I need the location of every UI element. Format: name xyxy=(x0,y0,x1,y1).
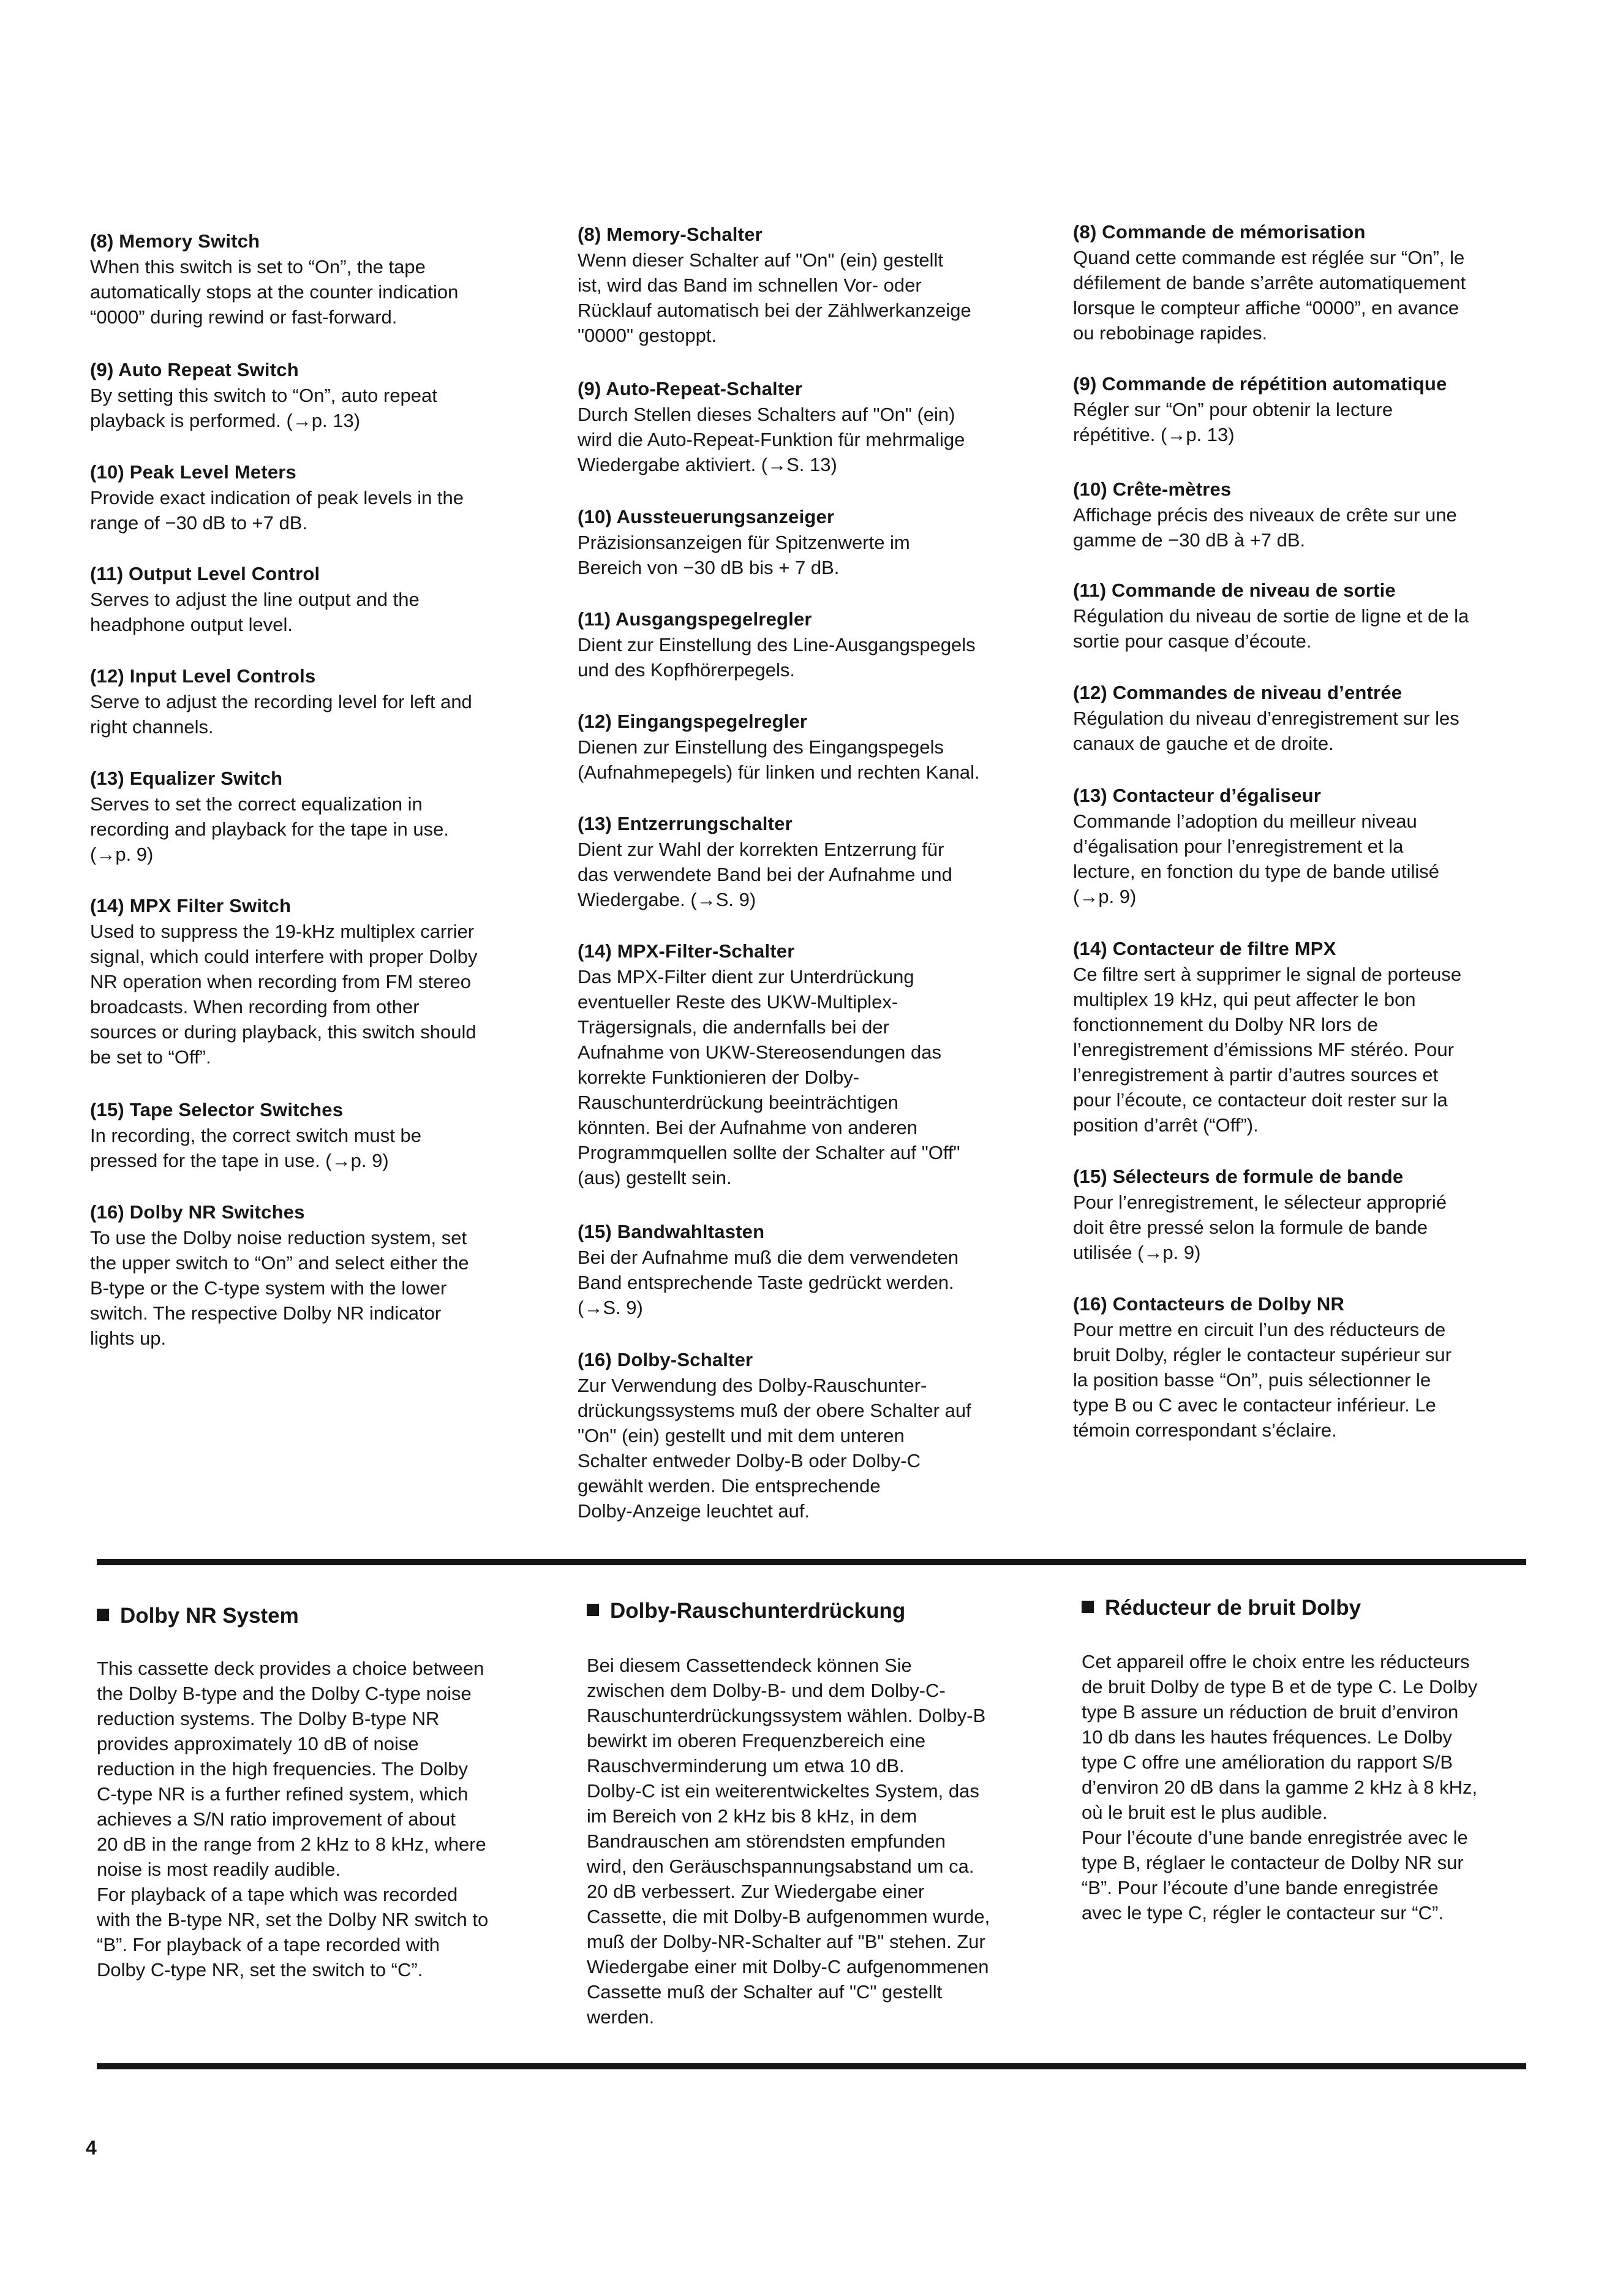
fr-item-title: (9) Commande de répétition automatique xyxy=(1073,373,1447,395)
fr-item-text: Commande l’adoption du meilleur niveau d’égalisation pour l’enregistrement et la lecture, en fonction du type de bande utilisé (→p. 9) xyxy=(1073,810,1440,907)
page-number: 4 xyxy=(86,2137,97,2159)
en-item-15 xyxy=(90,1097,543,1173)
en-dolby-heading xyxy=(97,1603,299,1629)
section-rule-bottom xyxy=(97,2063,1526,2069)
fr-item-10 xyxy=(1073,477,1538,553)
en-item-14 xyxy=(90,893,543,1070)
square-bullet-icon xyxy=(1082,1601,1094,1613)
de-item-14 xyxy=(578,938,1031,1190)
fr-item-text: Ce filtre sert à supprimer le signal de porteuse multiplex 19 kHz, qui peut affecter le bon fonctionnement du Dolby NR lors de l’enregistrement d’émissions MF stéréo. Pour l’enregistrement à partir d’autres sources et pour l’écoute, ce contacteur doit rester sur la position d’arrêt (“Off”). xyxy=(1073,964,1462,1136)
fr-item-title: (11) Commande de niveau de sortie xyxy=(1073,580,1396,601)
square-bullet-icon xyxy=(587,1604,599,1616)
fr-item-8 xyxy=(1073,219,1538,346)
de-item-text: Durch Stellen dieses Schalters auf "On" (ein) wird die Auto-Repeat-Funktion für mehrmalige Wiedergabe aktiviert. (→S. 13) xyxy=(578,404,965,475)
de-item-title: (11) Ausgangspegelregler xyxy=(578,608,812,630)
de-dolby-heading-text: Dolby-Rauschunterdrückung xyxy=(610,1599,906,1623)
en-dolby-text: This cassette deck provides a choice between the Dolby B-type and the Dolby C-type noise reduction systems. The Dolby B-type NR provides approximately 10 dB of noise reduction in the high frequencies. The Dolby C-type NR is a further refined system, which achieves a S/N ratio improvement of about 20 dB in the range from 2 kHz to 8 kHz, where noise is most readily audible. For playback of a tape which was recorded with the B-type NR, set the Dolby NR switch to “B”. For playback of a tape recorded with Dolby C-type NR, set the switch to “C”. xyxy=(97,1658,489,1981)
de-item-text: Dient zur Einstellung des Line-Ausgangspegels und des Kopfhörerpegels. xyxy=(578,634,976,681)
fr-item-title: (14) Contacteur de filtre MPX xyxy=(1073,938,1336,959)
en-item-title: (14) MPX Filter Switch xyxy=(90,895,292,916)
de-item-15 xyxy=(578,1219,1031,1320)
en-item-title: (15) Tape Selector Switches xyxy=(90,1099,344,1120)
fr-item-title: (16) Contacteurs de Dolby NR xyxy=(1073,1293,1345,1315)
fr-item-text: Régulation du niveau d’enregistrement sur les canaux de gauche et de droite. xyxy=(1073,708,1459,754)
en-item-title: (13) Equalizer Switch xyxy=(90,768,283,789)
de-item-text: Wenn dieser Schalter auf "On" (ein) gestellt ist, wird das Band im schnellen Vor- oder Rücklauf automatisch bei der Zählwerkanzeige "0000" gestoppt. xyxy=(578,249,971,346)
de-item-title: (15) Bandwahltasten xyxy=(578,1221,765,1242)
en-item-text: By setting this switch to “On”, auto repeat playback is performed. (→p. 13) xyxy=(90,385,437,431)
en-item-12 xyxy=(90,663,543,739)
en-item-8 xyxy=(90,228,543,330)
fr-item-title: (10) Crête-mètres xyxy=(1073,478,1232,500)
de-item-title: (9) Auto-Repeat-Schalter xyxy=(578,378,803,399)
en-item-16 xyxy=(90,1199,543,1351)
en-item-title: (12) Input Level Controls xyxy=(90,665,316,687)
en-item-title: (16) Dolby NR Switches xyxy=(90,1201,305,1223)
en-item-text: To use the Dolby noise reduction system, set the upper switch to “On” and select either the B-type or the C-type system with the lower switch. The respective Dolby NR indicator lights up. xyxy=(90,1227,469,1349)
de-dolby-heading xyxy=(587,1598,905,1625)
de-item-text: Das MPX-Filter dient zur Unterdrückung eventueller Reste des UKW-Multiplex- Trägersignals, die andernfalls bei der Aufnahme von UKW-Stereosendungen das korrekte Funktionieren der Dolby- Rauschunterdrückung beeinträchtigen könnten. Bei der Aufnahme von anderen Programmquellen sollte der Schalter auf "Off" (aus) gestellt sein. xyxy=(578,966,960,1188)
en-item-title: (8) Memory Switch xyxy=(90,230,260,252)
de-item-text: Präzisionsanzeigen für Spitzenwerte im Bereich von −30 dB bis + 7 dB. xyxy=(578,532,910,578)
en-item-text: Serves to adjust the line output and the headphone output level. xyxy=(90,589,420,635)
en-item-title: (9) Auto Repeat Switch xyxy=(90,359,299,380)
fr-item-text: Régulation du niveau de sortie de ligne et de la sortie pour casque d’écoute. xyxy=(1073,605,1469,652)
fr-item-16 xyxy=(1073,1291,1538,1443)
section-rule-top xyxy=(97,1559,1526,1565)
en-dolby-heading-text: Dolby NR System xyxy=(120,1604,299,1628)
de-item-text: Bei der Aufnahme muß die dem verwendeten Band entsprechende Taste gedrückt werden. (→S. 9) xyxy=(578,1247,959,1318)
en-item-text: In recording, the correct switch must be pressed for the tape in use. (→p. 9) xyxy=(90,1125,422,1171)
de-item-title: (8) Memory-Schalter xyxy=(578,224,763,245)
en-item-9 xyxy=(90,357,543,433)
fr-item-15 xyxy=(1073,1164,1538,1265)
fr-item-text: Quand cette commande est réglée sur “On”, le défilement de bande s’arrête automatiquement lorsque le compteur affiche “0000”, en avance ou rebobinage rapides. xyxy=(1073,247,1466,344)
en-item-13 xyxy=(90,766,543,867)
fr-item-title: (8) Commande de mémorisation xyxy=(1073,221,1366,243)
de-dolby-text: Bei diesem Cassettendeck können Sie zwischen dem Dolby-B- und dem Dolby-C- Rauschunterdrückungssystem wählen. Dolby-B bewirkt im oberen Frequenzbereich eine Rauschverminderung um etwa 10 dB. Dolby-C ist ein weiterentwickeltes System, das im Bereich von 2 kHz bis 8 kHz, in dem Bandrauschen am störendsten empfunden wird, den Geräuschspannungsabstand um ca. 20 dB verbessert. Zur Wiedergabe einer Cassette, die mit Dolby-B aufgenommen wurde, muß der Dolby-NR-Schalter auf "B" stehen. Zur Wiedergabe einer mit Dolby-C aufgenommenen Cassette muß der Schalter auf "C" gestellt werden. xyxy=(587,1655,990,2028)
en-item-text: When this switch is set to “On”, the tape automatically stops at the counter indication “0000” during rewind or fast-forward. xyxy=(90,256,459,328)
en-item-text: Serves to set the correct equalization in recording and playback for the tape in use. (→p. 9) xyxy=(90,793,449,865)
en-item-title: (11) Output Level Control xyxy=(90,563,320,584)
fr-item-14 xyxy=(1073,936,1538,1138)
en-item-text: Provide exact indication of peak levels in the range of −30 dB to +7 dB. xyxy=(90,487,464,534)
en-item-text: Used to suppress the 19-kHz multiplex carrier signal, which could interfere with proper Dolby NR operation when recording from FM stereo broadcasts. When recording from other sources or during playback, this switch should be set to “Off”. xyxy=(90,921,478,1068)
fr-item-text: Affichage précis des niveaux de crête sur une gamme de −30 dB à +7 dB. xyxy=(1073,504,1457,551)
fr-item-11 xyxy=(1073,578,1538,654)
fr-item-12 xyxy=(1073,680,1538,756)
fr-item-13 xyxy=(1073,783,1538,909)
fr-item-title: (12) Commandes de niveau d’entrée xyxy=(1073,682,1403,703)
de-item-title: (10) Aussteuerungsanzeiger xyxy=(578,506,835,527)
de-item-title: (13) Entzerrungschalter xyxy=(578,813,793,834)
german-column xyxy=(578,0,1031,1531)
de-item-9 xyxy=(578,376,1031,477)
de-item-title: (14) MPX-Filter-Schalter xyxy=(578,940,795,962)
de-item-text: Zur Verwendung des Dolby-Rauschunter- drückungssystems muß der obere Schalter auf "On" (ein) gestellt und mit dem unteren Schalter entweder Dolby-B oder Dolby-C gewählt werden. Die entsprechende Dolby-Anzeige leuchtet auf. xyxy=(578,1375,971,1522)
de-item-11 xyxy=(578,606,1031,682)
fr-item-title: (15) Sélecteurs de formule de bande xyxy=(1073,1166,1404,1187)
de-item-8 xyxy=(578,222,1031,348)
fr-item-text: Pour mettre en circuit l’un des réducteurs de bruit Dolby, régler le contacteur supérieur sur la position basse “On”, puis sélectionner le type B ou C avec le contacteur inférieur. Le témoin correspondant s’éclaire. xyxy=(1073,1319,1452,1441)
en-item-title: (10) Peak Level Meters xyxy=(90,461,296,483)
en-item-11 xyxy=(90,561,543,637)
fr-dolby-text: Cet appareil offre le choix entre les réducteurs de bruit Dolby de type B et de type C. Le Dolby type B assure un réduction de bruit d’environ 10 db dans les hautes fréquences. Le Dolby type C offre une amélioration du rapport S/B d’environ 20 dB dans la gamme 2 kHz à 8 kHz, où le bruit est le plus audible. Pour l’écoute d’une bande enregistrée avec le type B, réglaer le contacteur de Dolby NR sur “B”. Pour l’écoute d’une bande enregistrée avec le type C, régler le contacteur sur “C”. xyxy=(1082,1651,1478,1924)
square-bullet-icon xyxy=(97,1609,109,1621)
en-item-10 xyxy=(90,459,543,535)
english-column xyxy=(90,0,543,1409)
de-item-13 xyxy=(578,811,1031,912)
de-item-16 xyxy=(578,1347,1031,1524)
en-item-text: Serve to adjust the recording level for left and right channels. xyxy=(90,691,472,738)
fr-dolby-heading xyxy=(1082,1595,1361,1622)
fr-item-text: Pour l’enregistrement, le sélecteur approprié doit être pressé selon la formule de bande utilisée (→p. 9) xyxy=(1073,1191,1447,1263)
de-item-title: (12) Eingangspegelregler xyxy=(578,711,808,732)
fr-item-text: Régler sur “On” pour obtenir la lecture répétitive. (→p. 13) xyxy=(1073,399,1393,445)
fr-item-9 xyxy=(1073,371,1538,447)
de-item-title: (16) Dolby-Schalter xyxy=(578,1349,753,1370)
de-item-12 xyxy=(578,709,1031,785)
de-item-text: Dient zur Wahl der korrekten Entzerrung für das verwendete Band bei der Aufnahme und Wiedergabe. (→S. 9) xyxy=(578,839,952,910)
fr-item-title: (13) Contacteur d’égaliseur xyxy=(1073,785,1322,806)
de-item-text: Dienen zur Einstellung des Eingangspegels (Aufnahmepegels) für linken und rechten Kanal. xyxy=(578,736,980,783)
de-item-10 xyxy=(578,504,1031,580)
french-column xyxy=(1073,0,1538,1470)
fr-dolby-heading-text: Réducteur de bruit Dolby xyxy=(1105,1596,1361,1620)
